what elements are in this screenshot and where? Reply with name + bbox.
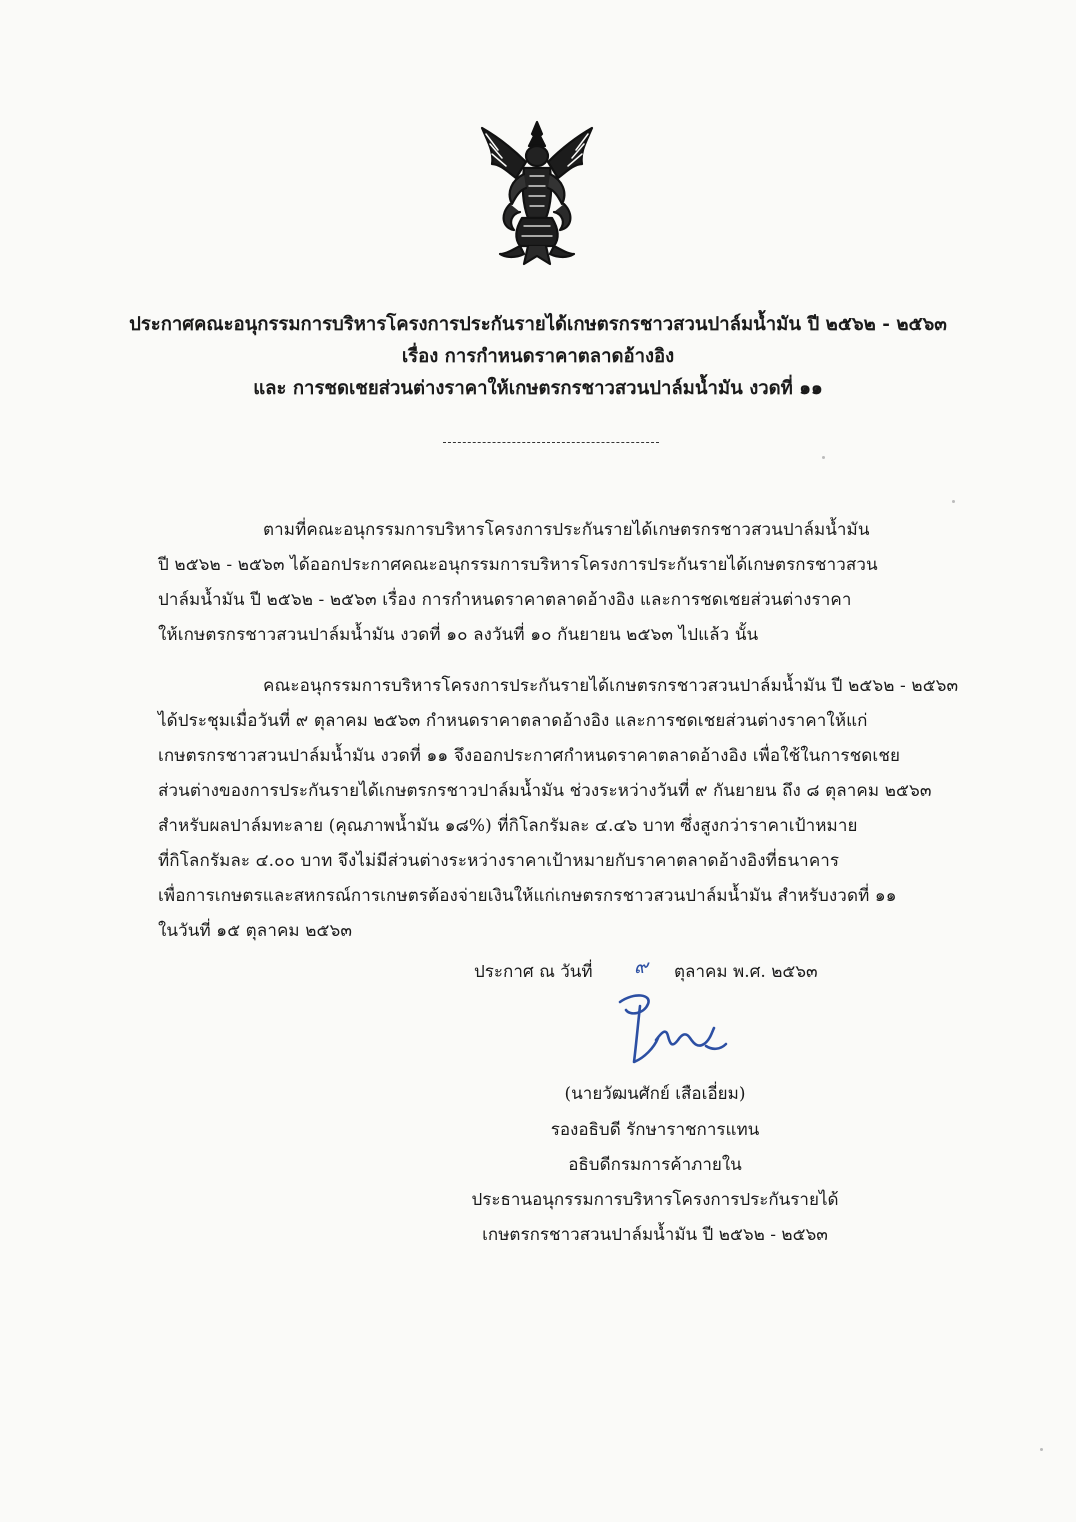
signatory-position-2: อธิบดีกรมการค้าภายใน — [568, 1155, 742, 1175]
paragraph-2-line-7: เพื่อการเกษตรและสหกรณ์การเกษตรต้องจ่ายเงินให้แก่เกษตรกรชาวสวนปาล์มน้ำมัน สำหรับงวดที่ ๑๑ — [158, 886, 897, 906]
paragraph-2-line-6: ที่กิโลกรัมละ ๔.๐๐ บาท จึงไม่มีส่วนต่างระหว่างราคาเป้าหมายกับราคาตลาดอ้างอิงที่ธนาคาร — [158, 851, 840, 871]
title-divider — [443, 442, 659, 443]
paragraph-2-line-3: เกษตรกรชาวสวนปาล์มน้ำมัน งวดที่ ๑๑ จึงออกประกาศกำหนดราคาตลาดอ้างอิง เพื่อใช้ในการชดเชย — [158, 746, 901, 766]
signatory-name: (นายวัฒนศักย์ เสือเอี่ยม) — [564, 1084, 746, 1104]
handwritten-signature — [600, 988, 740, 1078]
paragraph-2-line-5: สำหรับผลปาล์มทะลาย (คุณภาพน้ำมัน ๑๘%) ที่กิโลกรัมละ ๔.๔๖ บาท ซึ่งสูงกว่าราคาเป้าหมาย — [158, 816, 858, 836]
scan-speck — [952, 500, 955, 503]
announcement-prefix: ประกาศ ณ วันที่ — [474, 962, 593, 982]
scan-speck — [1040, 1448, 1043, 1451]
scan-speck — [822, 456, 825, 459]
signatory-position-4: เกษตรกรชาวสวนปาล์มน้ำมัน ปี ๒๕๖๒ - ๒๕๖๓ — [482, 1225, 828, 1245]
document-title-line-1: ประกาศคณะอนุกรรมการบริหารโครงการประกันรายได้เกษตรกรชาวสวนปาล์มน้ำมัน ปี ๒๕๖๒ - ๒๕๖๓ — [129, 314, 947, 335]
signatory-position-3: ประธานอนุกรรมการบริหารโครงการประกันรายได้ — [471, 1190, 839, 1210]
announcement-suffix: ตุลาคม พ.ศ. ๒๕๖๓ — [674, 962, 818, 982]
paragraph-1-line-3: ปาล์มน้ำมัน ปี ๒๕๖๒ - ๒๕๖๓ เรื่อง การกำหนดราคาตลาดอ้างอิง และการชดเชยส่วนต่างราคา — [158, 590, 852, 610]
paragraph-2-line-4: ส่วนต่างของการประกันรายได้เกษตรกรชาวปาล์มน้ำมัน ช่วงระหว่างวันที่ ๙ กันยายน ถึง ๘ ตุลาคม ๒๕๖๓ — [158, 781, 932, 801]
paragraph-1-line-1: ตามที่คณะอนุกรรมการบริหารโครงการประกันรายได้เกษตรกรชาวสวนปาล์มน้ำมัน — [263, 520, 870, 540]
paragraph-1-line-2: ปี ๒๕๖๒ - ๒๕๖๓ ได้ออกประกาศคณะอนุกรรมการบริหารโครงการประกันรายได้เกษตรกรชาวสวน — [158, 555, 878, 575]
garuda-emblem — [472, 118, 602, 266]
paragraph-2-line-2: ได้ประชุมเมื่อวันที่ ๙ ตุลาคม ๒๕๖๓ กำหนดราคาตลาดอ้างอิง และการชดเชยส่วนต่างราคาให้แก่ — [158, 711, 868, 731]
paragraph-2-line-1: คณะอนุกรรมการบริหารโครงการประกันรายได้เกษตรกรชาวสวนปาล์มน้ำมัน ปี ๒๕๖๒ - ๒๕๖๓ — [263, 676, 959, 696]
document-title-line-3: และ การชดเชยส่วนต่างราคาให้เกษตรกรชาวสวนปาล์มน้ำมัน งวดที่ ๑๑ — [253, 378, 823, 399]
document-title-line-2: เรื่อง การกำหนดราคาตลาดอ้างอิง — [401, 346, 675, 367]
announcement-day-handwritten: ๙ — [634, 956, 648, 978]
paragraph-2-line-8: ในวันที่ ๑๕ ตุลาคม ๒๕๖๓ — [158, 921, 353, 941]
paragraph-1-line-4: ให้เกษตรกรชาวสวนปาล์มน้ำมัน งวดที่ ๑๐ ลงวันที่ ๑๐ กันยายน ๒๕๖๓ ไปแล้ว นั้น — [158, 625, 759, 645]
signatory-position-1: รองอธิบดี รักษาราชการแทน — [550, 1120, 760, 1140]
